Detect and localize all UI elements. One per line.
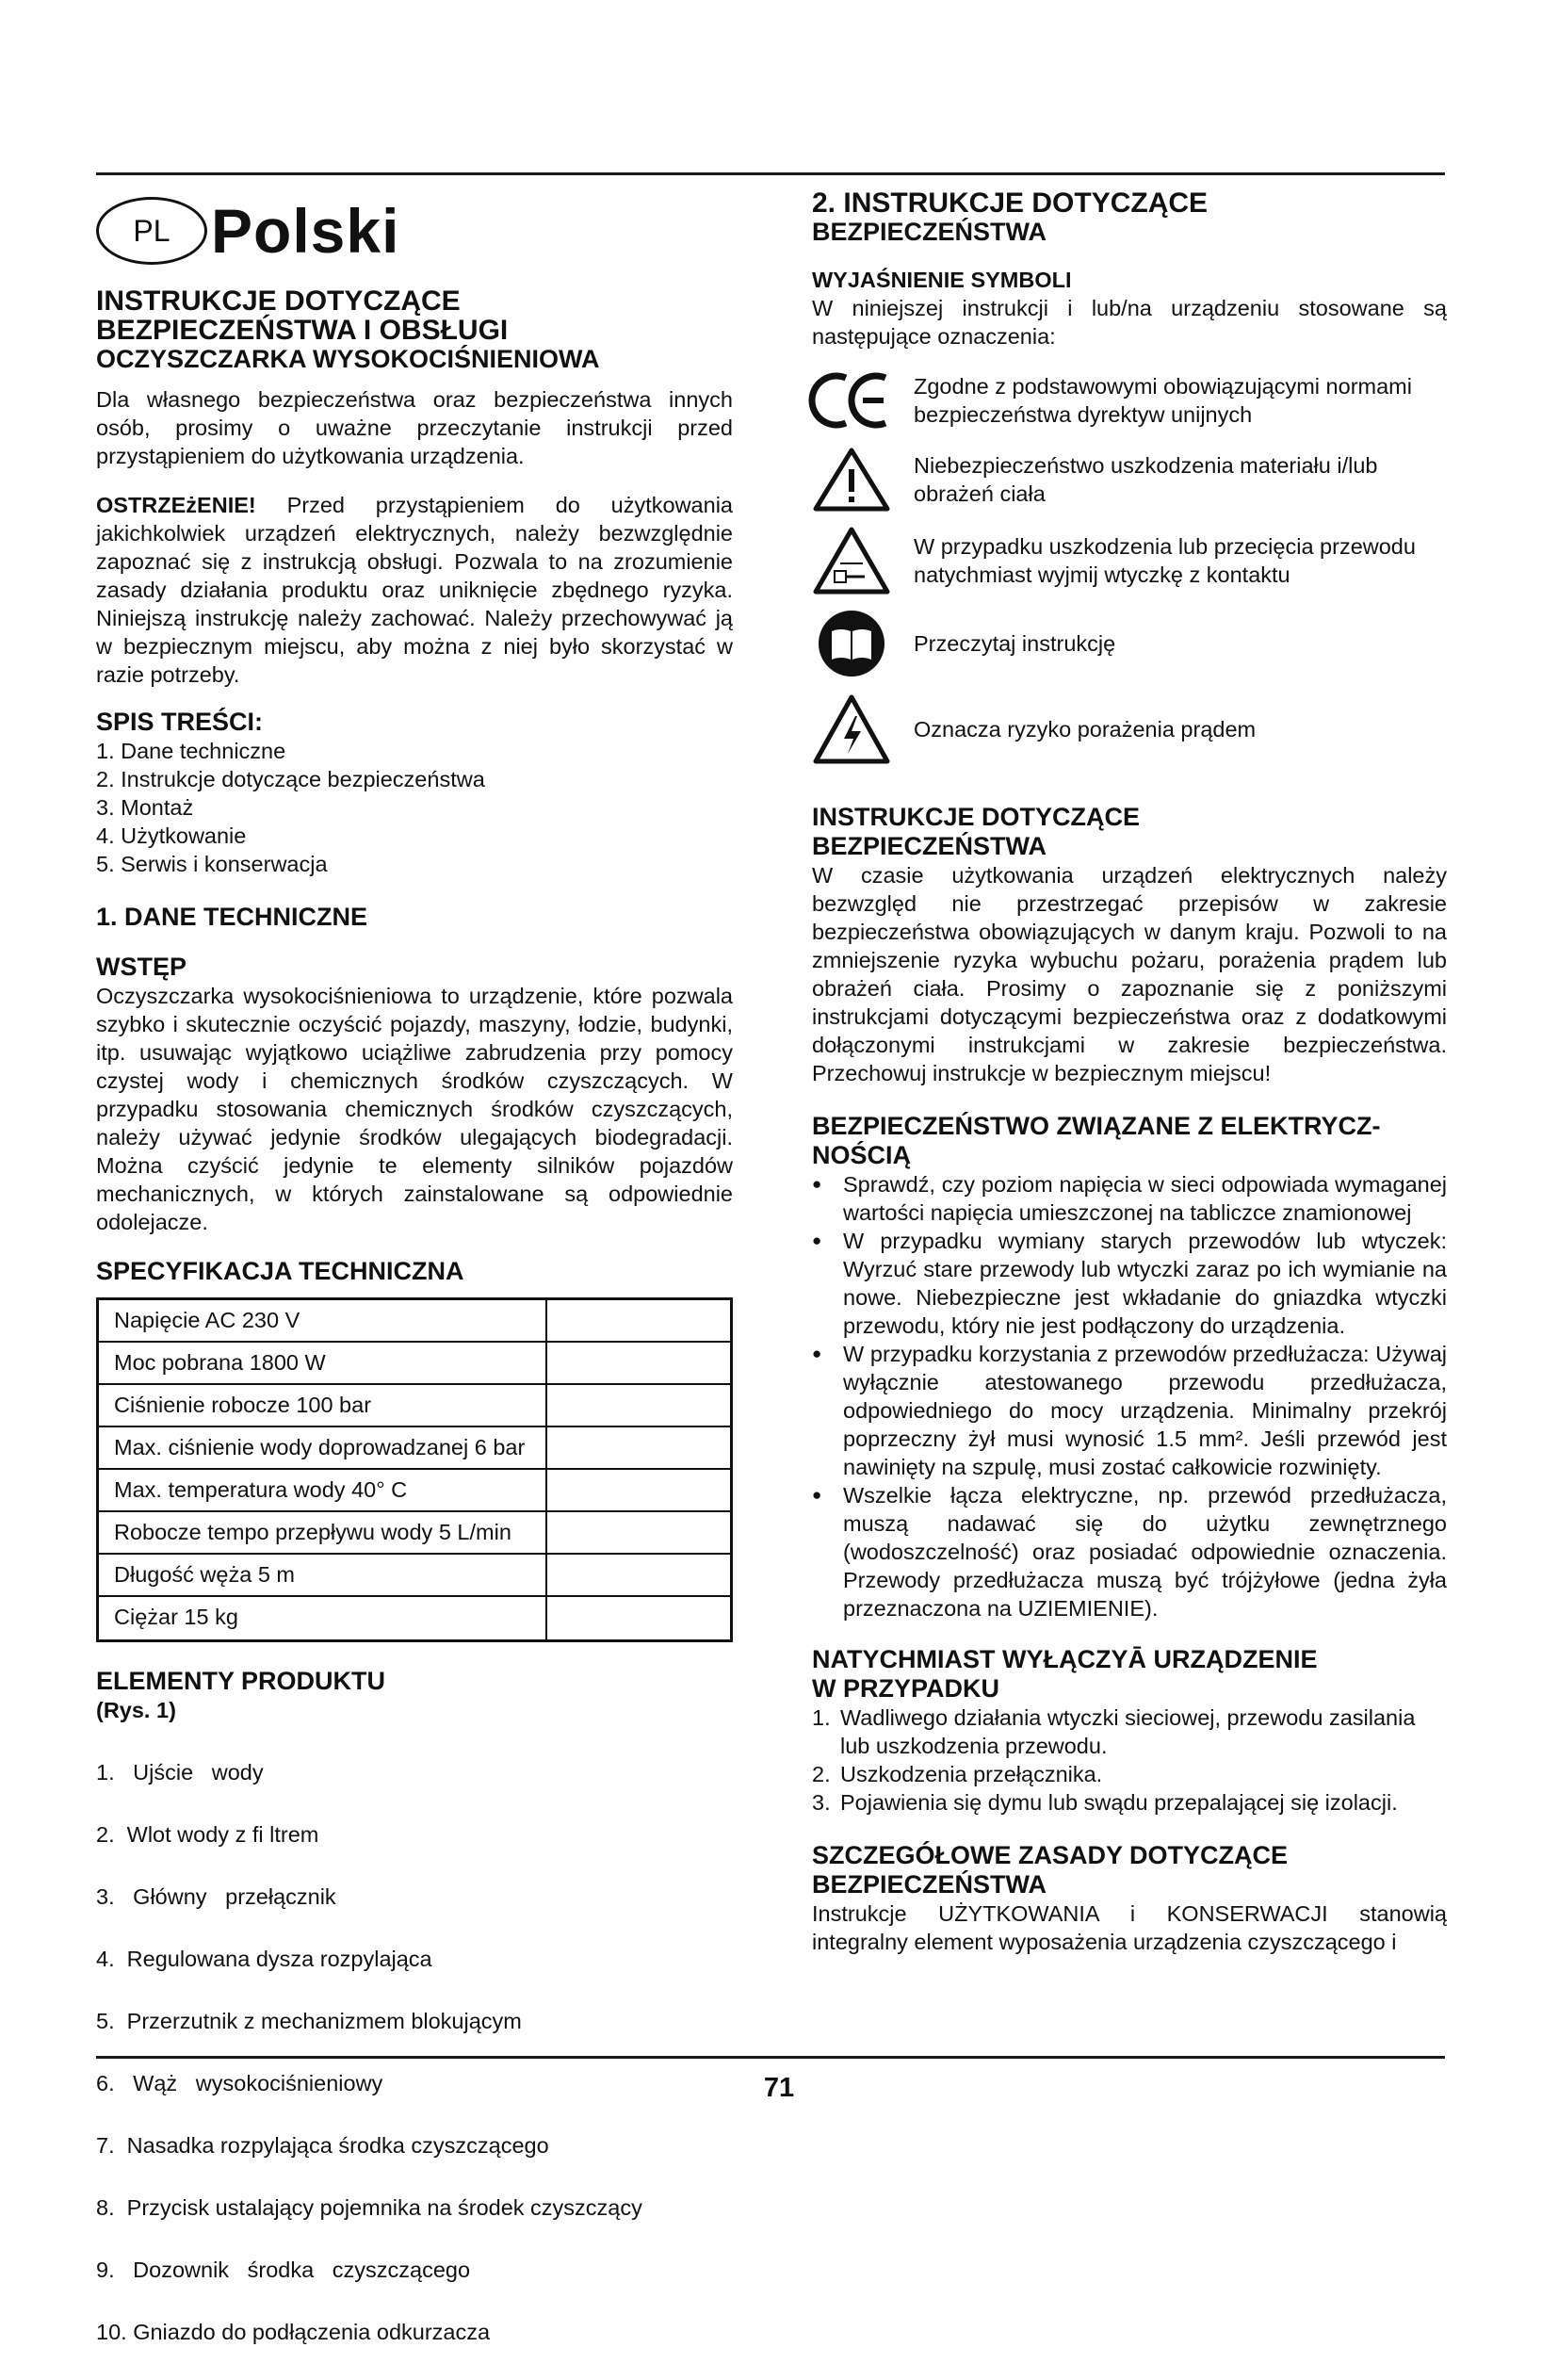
item-number: 3. xyxy=(812,1790,831,1815)
symbol-description: Oznacza ryzyko porażenia prądem xyxy=(914,717,1257,742)
spec-cell-empty xyxy=(547,1597,730,1639)
item-text: Uszkodzenia przełącznika. xyxy=(840,1762,1103,1786)
toc-item: 2. Instrukcje dotyczące bezpieczeństwa xyxy=(96,767,485,791)
symbol-text xyxy=(891,451,1447,508)
electrical-bullets xyxy=(812,1170,1447,1622)
spec-cell-empty xyxy=(547,1512,730,1553)
spec-cell: Napięcie AC 230 V xyxy=(99,1300,547,1341)
element-item: 5. Przerzutnik z mechanizmem blokującym xyxy=(96,2009,522,2033)
spec-cell-empty xyxy=(547,1470,730,1510)
intro-title: WSTĘP xyxy=(96,953,187,981)
electrical-title xyxy=(812,1112,1447,1170)
safety-title-line-1: INSTRUKCJE DOTYCZĄCE xyxy=(812,803,1141,831)
item-text: Pojawienia się dymu lub swądu przepalającej się izolacji. xyxy=(840,1790,1398,1815)
switch-off-title-line-1: NATYCHMIAST WYŁĄCZYĀ URZĄDZENIE xyxy=(812,1645,1318,1673)
symbol-description: Przeczytaj instrukcję xyxy=(914,631,1116,656)
symbol-description: Niebezpieczeństwo uszkodzenia materiału i/lub obrażeń ciała xyxy=(914,453,1378,506)
title-line-3: OCZYSZCZARKA WYSOKOCIŚNIENIOWA xyxy=(96,345,600,373)
bullet-item: ● W przypadku korzystania z przewodów przedłużacza: Używaj wyłącznie atestowanego przewodu przedłużacza, odpowiedniego do mocy urządzenia. Minimalny przekrój poprzeczny żył musi wynosić 1.5 mm². Jeśli przewód jest nawinięty na szpulę, musi zostać całkowicie rozwinięty. xyxy=(812,1340,1447,1481)
toc-item: 1. Dane techniczne xyxy=(96,739,286,763)
title-line-1: INSTRUKCJE DOTYCZĄCE xyxy=(96,285,461,317)
language-header xyxy=(96,188,733,273)
toc-item: 4. Użytkowanie xyxy=(96,823,247,848)
document-title xyxy=(96,286,733,374)
spec-row xyxy=(99,1343,730,1385)
warning-text: Przed przystąpieniem do użytkowania jakichkolwiek urządzeń elektrycznych, należy bezwzględnie zapoznać się z instrukcją obsługi. Pozwala to na zrozumienie zasady działania produktu oraz uniknięcie zbędnego ryzyka. Niniejszą instrukcję należy zachować. Należy przechowywać ją w bezpiecznym miejscu, aby można z niej było skorzystać w razie potrzeby. xyxy=(96,493,733,687)
toc-list xyxy=(96,737,733,878)
symbol-row xyxy=(812,526,1447,595)
language-code-badge: PL xyxy=(96,197,207,265)
element-item: 3. Główny przełącznik xyxy=(96,1884,336,1909)
element-item: 9. Dozownik środka czyszczącego xyxy=(96,2258,471,2282)
detail-title-line-2: BEZPIECZEŃSTWA xyxy=(812,1870,1047,1899)
elements-list xyxy=(96,1724,733,2380)
symbol-row xyxy=(812,367,1447,433)
page-number: 71 xyxy=(763,2073,795,2103)
spec-cell-empty xyxy=(547,1385,730,1426)
spec-cell-empty xyxy=(547,1555,730,1595)
intro-body: Oczyszczarka wysokociśnieniowa to urządzenie, które pozwala szybko i skutecznie oczyścić pojazdy, maszyny, łodzie, budynki, itp. usuwając wyjątkowo uciążliwe zabrudzenia przy pomocy czystej wody i chemicznych środków czyszczących. W przypadku stosowania chemicznych środków czyszczących, należy używać jedynie środków ulegających biodegradacji. Można czyścić jedynie te elementy silników pojazdów mechanicznych, w których zainstalowane są odpowiednie odolejacze. xyxy=(96,984,733,1234)
symbols-title: WYJAŚNIENIE SYMBOLI xyxy=(812,268,1072,292)
item-number: 2. xyxy=(812,1762,831,1786)
spec-title: SPECYFIKACJA TECHNICZNA xyxy=(96,1257,464,1285)
spec-row xyxy=(99,1555,730,1597)
warning-triangle-icon xyxy=(812,447,891,513)
detail-title-line-1: SZCZEGÓŁOWE ZASADY DOTYCZĄCE xyxy=(812,1841,1289,1869)
numbered-item xyxy=(812,1703,1447,1760)
item-text: Wadliwego działania wtyczki sieciowej, przewodu zasilania lub uszkodzenia przewodu. xyxy=(840,1705,1416,1758)
spec-cell-empty xyxy=(547,1300,730,1341)
bullet-item: ● W przypadku wymiany starych przewodów lub wtyczek: Wyrzuć stare przewody lub wtyczki zaraz po ich wymianie na nowe. Niebezpieczne jest wkładanie do gniazdka wtyczki przewodu, który nie jest podłączony do urządzenia. xyxy=(812,1227,1447,1340)
symbol-description: W przypadku uszkodzenia lub przecięcia przewodu natychmiast wyjmij wtyczkę z kontaktu xyxy=(914,534,1416,587)
detail-body: Instrukcje UŻYTKOWANIA i KONSERWACJI stanowią integralny element wyposażenia urządzenia czyszczącego i xyxy=(812,1901,1447,1954)
spec-cell-empty xyxy=(547,1427,730,1468)
section-1-title: 1. DANE TECHNICZNE xyxy=(96,903,368,931)
ce-mark-icon xyxy=(812,370,891,431)
toc-item: 3. Montaż xyxy=(96,795,194,820)
spec-cell: Robocze tempo przepływu wody 5 L/min xyxy=(99,1512,547,1553)
symbol-row xyxy=(812,447,1447,513)
symbol-text xyxy=(891,532,1447,589)
detail-title xyxy=(812,1841,1447,1899)
spec-cell: Max. ciśnienie wody doprowadzanej 6 bar xyxy=(99,1427,547,1468)
read-manual-icon xyxy=(812,609,891,678)
item-number: 1. xyxy=(812,1705,831,1730)
spec-cell-empty xyxy=(547,1343,730,1383)
electrical-title-line-2: NOŚCIĄ xyxy=(812,1141,912,1169)
title-line-2: BEZPIECZEŃSTWA I OBSŁUGI xyxy=(96,315,509,346)
spec-cell: Ciśnienie robocze 100 bar xyxy=(99,1385,547,1426)
symbol-text xyxy=(891,372,1447,429)
element-item: 1. Ujście wody xyxy=(96,1760,264,1785)
switch-off-title-line-2: W PRZYPADKU xyxy=(812,1674,999,1703)
electrical-title-line-1: BEZPIECZEŃSTWO ZWIĄZANE Z ELEKTRYCZ- xyxy=(812,1112,1381,1140)
section-2-subtitle: BEZPIECZEŃSTWA xyxy=(812,218,1047,246)
element-item: 8. Przycisk ustalający pojemnika na środek czyszczący xyxy=(96,2195,642,2220)
warning-paragraph xyxy=(96,491,733,689)
section-2-title: 2. INSTRUKCJE DOTYCZĄCE xyxy=(812,187,1209,219)
numbered-item xyxy=(812,1788,1447,1817)
left-column xyxy=(96,188,733,2380)
spec-cell: Moc pobrana 1800 W xyxy=(99,1343,547,1383)
element-item: 6. Wąż wysokociśnieniowy xyxy=(96,2071,383,2095)
symbol-row xyxy=(812,609,1447,678)
elements-subtitle: (Rys. 1) xyxy=(96,1698,176,1722)
electric-shock-icon xyxy=(812,693,891,765)
safety-body: W czasie użytkowania urządzeń elektrycznych należy bezwzględ nie przestrzegać przepisów w zakresie bezpieczeństwa obowiązujących w danym kraju. Pozwoli to na zmniejszenie ryzyka wybuchu pożaru, porażenia prądem lub obrażeń ciała. Prosimy o zapoznanie się z poniższymi instrukcjami dotyczącymi bezpieczeństwa oraz z dodatkowymi dołączonymi instrukcjami w zakresie bezpieczeństwa. Przechowuj instrukcje w bezpiecznym miejscu! xyxy=(812,863,1447,1085)
switch-off-title xyxy=(812,1645,1447,1703)
element-item: 4. Regulowana dysza rozpylająca xyxy=(96,1947,432,1971)
element-item: 2. Wlot wody z fi ltrem xyxy=(96,1822,319,1847)
toc-title: SPIS TREŚCI: xyxy=(96,708,264,736)
safety-title-line-2: BEZPIECZEŃSTWA xyxy=(812,832,1047,860)
spec-row xyxy=(99,1512,730,1555)
spec-row xyxy=(99,1385,730,1427)
spec-row xyxy=(99,1470,730,1512)
unplug-warning-icon xyxy=(812,526,891,595)
spec-row xyxy=(99,1597,730,1639)
top-rule xyxy=(96,172,1445,175)
symbol-text xyxy=(891,715,1447,743)
numbered-item xyxy=(812,1760,1447,1788)
warning-label: OSTRZEżENIE! xyxy=(96,493,256,517)
symbol-text xyxy=(891,629,1447,658)
bottom-rule xyxy=(96,2056,1445,2059)
element-item: 7. Nasadka rozpylająca środka czyszczącego xyxy=(96,2133,549,2158)
spec-table xyxy=(96,1297,733,1642)
language-title: Polski xyxy=(211,196,400,266)
symbols-intro: W niniejszej instrukcji i lub/na urządzeniu stosowane są następujące oznaczenia: xyxy=(812,296,1447,349)
bullet-item: ● Sprawdź, czy poziom napięcia w sieci odpowiada wymaganej wartości napięcia umieszczonej na tabliczce znamionowej xyxy=(812,1170,1447,1227)
symbol-description: Zgodne z podstawowymi obowiązującymi normami bezpieczeństwa dyrektyw unijnych xyxy=(914,374,1412,427)
spec-row xyxy=(99,1427,730,1470)
element-item: 10. Gniazdo do podłączenia odkurzacza xyxy=(96,2320,491,2344)
intro-paragraph: Dla własnego bezpieczeństwa oraz bezpieczeństwa innych osób, prosimy o uważne przeczytanie instrukcji przed przystąpieniem do użytkowania urządzenia. xyxy=(96,387,733,468)
safety-title xyxy=(812,803,1447,861)
switch-off-list xyxy=(812,1703,1447,1817)
elements-title: ELEMENTY PRODUKTU xyxy=(96,1667,386,1695)
right-column xyxy=(812,188,1447,1956)
toc-item: 5. Serwis i konserwacja xyxy=(96,852,328,876)
spec-cell: Ciężar 15 kg xyxy=(99,1597,547,1639)
spec-row xyxy=(99,1300,730,1343)
symbol-row xyxy=(812,692,1447,767)
bullet-item: ● Wszelkie łącza elektryczne, np. przewód przedłużacza, muszą nadawać się do użytku zewnętrznego (wodoszczelność) oraz posiadać odpowiednie oznaczenia. Przewody przedłużacza muszą być trójżyłowe (jedna żyła przeznaczona na UZIEMIENIE). xyxy=(812,1481,1447,1622)
spec-cell: Długość węża 5 m xyxy=(99,1555,547,1595)
spec-cell: Max. temperatura wody 40° C xyxy=(99,1470,547,1510)
